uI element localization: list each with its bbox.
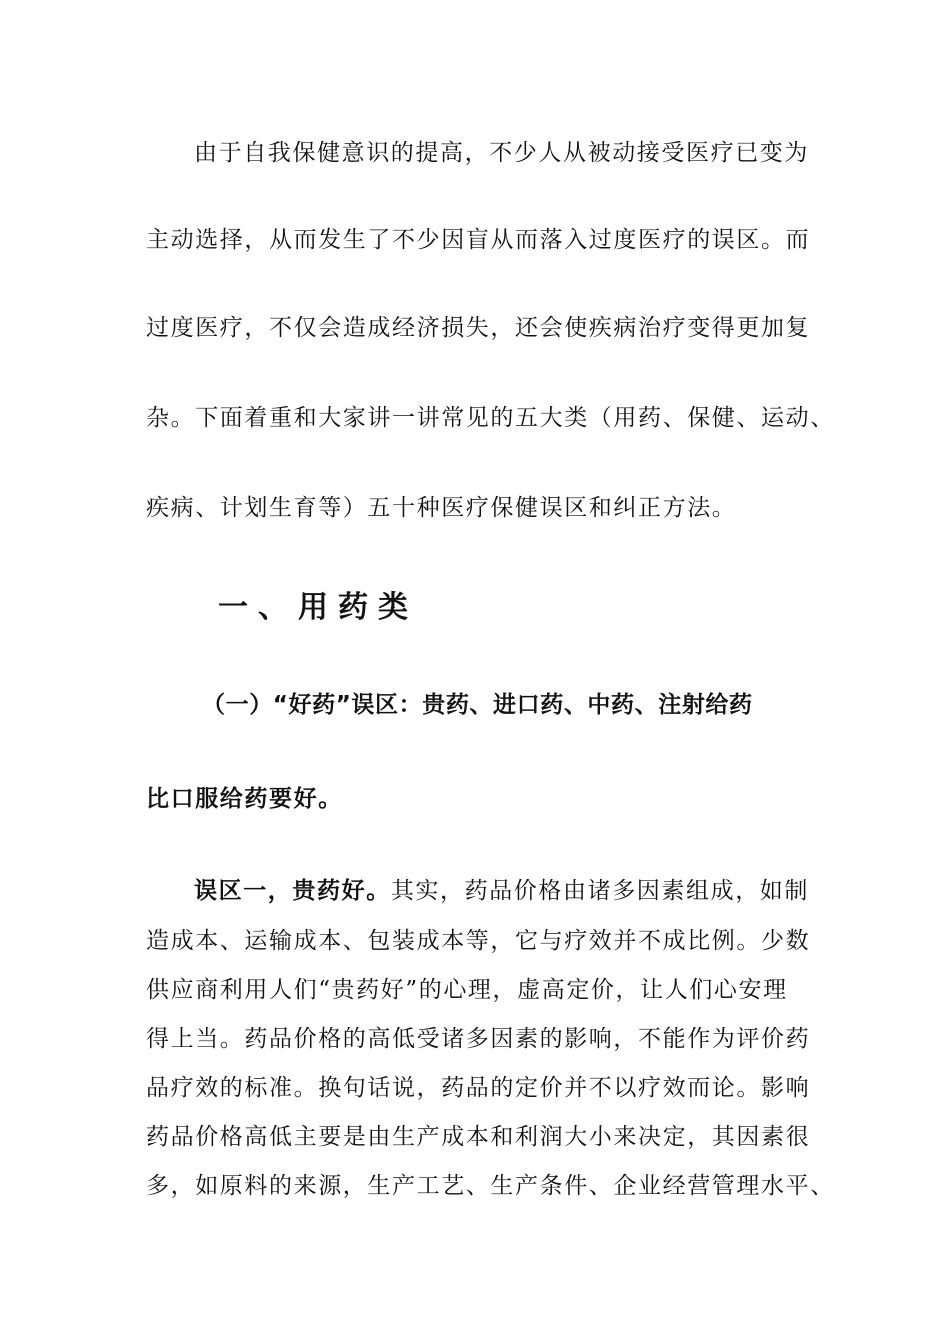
misconception-line-2: 造成本、运输成本、包装成本等，它与疗效并不成比例。少数: [146, 928, 811, 954]
misconception-line-3: 供应商利用人们“贵药好”的心理，虚高定价，让人们心安理: [146, 977, 788, 1003]
misconception-first-line: [194, 876, 809, 906]
misconception-line-5: 品疗效的标准。换句话说，药品的定价并不以疗效而论。影响: [146, 1075, 811, 1101]
misconception-first-rest: 其实，药品价格由诸多因素组成，如制: [390, 878, 810, 904]
intro-line-1: 由于自我保健意识的提高，不少人从被动接受医疗已变为: [194, 140, 809, 166]
intro-line-4: 杂。下面着重和大家讲一讲常见的五大类（用药、保健、运动、: [146, 405, 835, 431]
intro-line-2: 主动选择，从而发生了不少因盲从而落入过度医疗的误区。而: [146, 227, 811, 253]
misconception-lead: 误区一，贵药好。: [194, 878, 391, 904]
misconception-line-6: 药品价格高低主要是由生产成本和利润大小来决定，其因素很: [146, 1124, 811, 1150]
intro-line-3: 过度医疗，不仅会造成经济损失，还会使疾病治疗变得更加复: [146, 315, 811, 341]
subsection-heading-line-2: 比口服给药要好。: [146, 786, 343, 812]
section-heading: 一、用药类: [218, 590, 418, 625]
intro-line-5: 疾病、计划生育等）五十种医疗保健误区和纠正方法。: [146, 495, 737, 521]
subsection-heading-line-1: （一）“好药”误区：贵药、进口药、中药、注射给药: [202, 692, 753, 718]
misconception-line-4: 得上当。药品价格的高低受诸多因素的影响，不能作为评价药: [146, 1026, 811, 1052]
misconception-line-7: 多，如原料的来源，生产工艺、生产条件、企业经营管理水平、: [146, 1173, 835, 1199]
